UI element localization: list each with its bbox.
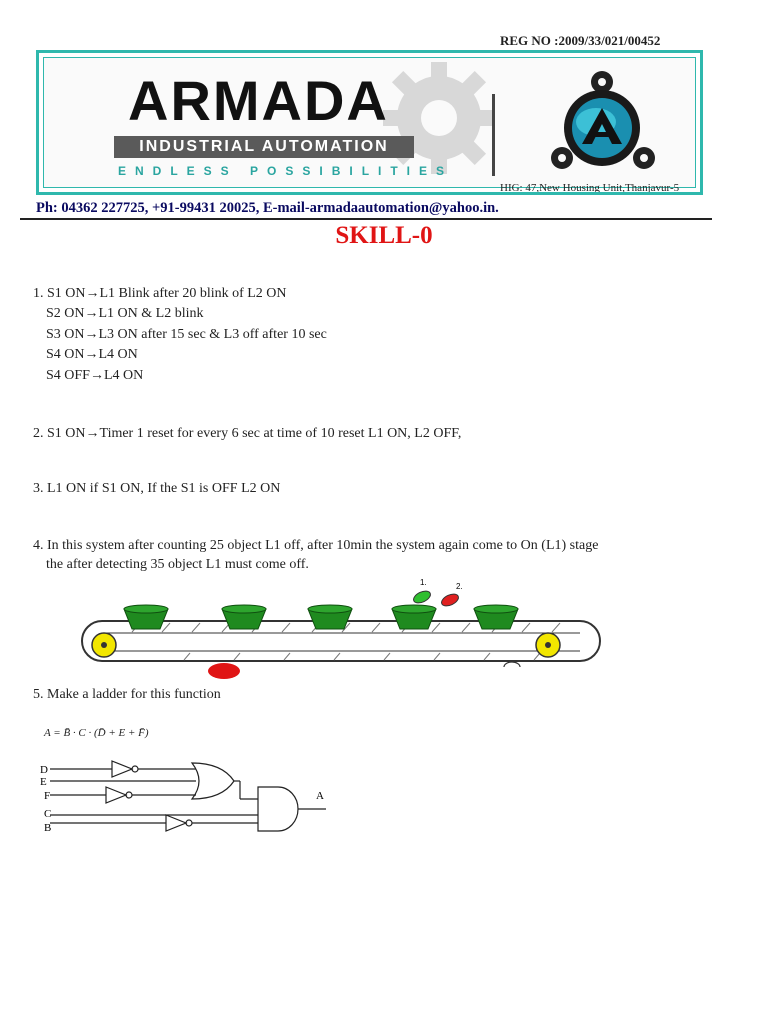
q2-text: 2. S1 ON→Timer 1 reset for every 6 sec at time of 10 reset L1 ON, L2 OFF, [33, 426, 462, 441]
q1-line-1: 1. S1 ON→L1 Blink after 20 blink of L2 ON [33, 286, 287, 301]
input-b-label: B [44, 822, 52, 834]
q4-line-2: the after detecting 35 object L1 must come off. [46, 557, 309, 572]
logic-equation: A = B̄ · C · (D̄ + E + F̄) [44, 727, 149, 739]
banner-inner-frame [43, 57, 696, 194]
sensor-marker [208, 663, 240, 679]
brand-subtitle: INDUSTRIAL AUTOMATION [114, 136, 414, 158]
input-f-label: F [44, 790, 51, 802]
input-c-label: C [44, 808, 52, 820]
registration-number: REG NO :2009/33/021/00452 [500, 33, 661, 48]
lamp-2-label: 2. [456, 582, 463, 591]
banner-divider [492, 94, 495, 176]
indicator-lamps [412, 578, 463, 608]
q5-text: 5. Make a ladder for this function [33, 687, 221, 702]
input-d-label: D [40, 764, 48, 776]
input-e-label: E [40, 776, 47, 788]
rotation-arrow-icon [504, 662, 520, 667]
company-banner [36, 50, 703, 195]
globe-gear-logo-icon [544, 66, 664, 178]
company-address: HIG: 47,New Housing Unit,Thanjavur-5 [500, 182, 680, 194]
contact-line: Ph: 04362 227725, +91-99431 20025, E-mail-armadaautomation@yahoo.in. [36, 200, 499, 216]
header-rule [20, 218, 712, 220]
logic-gate-diagram [36, 755, 336, 840]
conveyor-diagram [80, 575, 620, 685]
brand-tagline: ENDLESS POSSIBILITIES [118, 164, 454, 178]
brand-name: ARMADA [128, 69, 389, 132]
q1-line-2: S2 ON→L1 ON & L2 blink [46, 306, 204, 321]
q3-text: 3. L1 ON if S1 ON, If the S1 is OFF L2 ON [33, 481, 281, 496]
q4-line-1: 4. In this system after counting 25 object L1 off, after 10min the system again come to On (L1) stage [33, 538, 599, 553]
q1-line-5: S4 OFF→L4 ON [46, 368, 144, 383]
q1-line-4: S4 ON→L4 ON [46, 347, 138, 362]
q1-line-3: S3 ON→L3 ON after 15 sec & L3 off after 10 sec [46, 327, 327, 342]
output-a-label: A [316, 790, 324, 802]
lamp-1-label: 1. [420, 578, 427, 587]
page-title: SKILL-0 [335, 222, 433, 249]
